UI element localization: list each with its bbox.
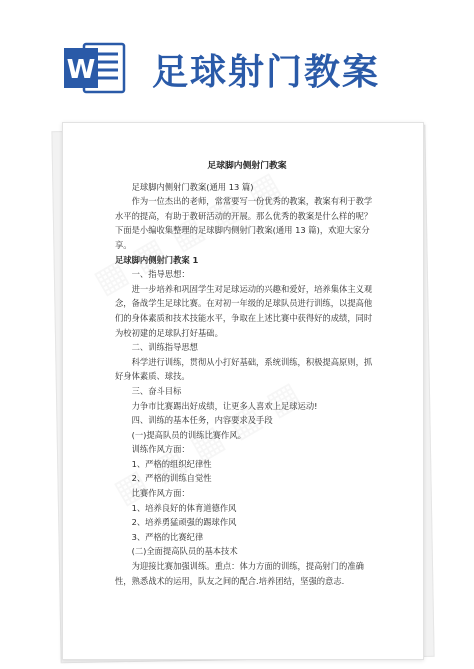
paragraph: 1、培养良好的体育道德作风	[131, 502, 237, 513]
paragraph: 三、奋斗目标	[131, 385, 182, 396]
header-banner	[0, 0, 474, 100]
paragraph-list	[115, 180, 379, 589]
document-body	[115, 159, 379, 588]
paragraph: 比赛作风方面：	[131, 488, 190, 499]
paragraph: (二)全面提高队员的基本技术	[131, 546, 238, 557]
paragraph: 一、指导思想：	[131, 269, 190, 280]
paragraph: (一)提高队员的训练比赛作风。	[131, 429, 246, 440]
paragraph: 3、严格的比赛纪律	[131, 531, 204, 542]
paragraph: 2、培养勇猛顽强的踢球作风	[131, 517, 237, 528]
document-page	[62, 122, 424, 660]
section-heading: 足球脚内侧射门教案 1	[115, 254, 199, 265]
banner-title: 足球射门教案	[152, 52, 381, 93]
paragraph: 进一步培养和巩固学生对足球运动的兴趣和爱好，培养集体主义观念，备战学生足球比赛。在对初一年级的足球队员进行训练，以提高他们的身体素质和技术技能水平，争取在上述比赛中获得好的成绩，同时为校初建的足球队打好基础。	[115, 283, 373, 338]
paragraph: 1、严格的组织纪律性	[131, 458, 212, 469]
word-document-icon	[62, 40, 126, 96]
paragraph: 2、严格的训练自觉性	[131, 473, 212, 484]
paragraph: 为迎接比赛加强训练。重点：体力方面的训练，提高射门的准确性，熟悉战术的运用，队友之间的配合.培养团结，坚强的意志.	[115, 561, 364, 586]
paragraph: 四、训练的基本任务，内容要求及手段	[131, 415, 273, 426]
document-title: 足球脚内侧射门教案	[207, 161, 287, 171]
paragraph: 足球脚内侧射门教案(通用 13 篇)	[131, 181, 254, 192]
paragraph: 二、训练指导思想	[131, 342, 198, 353]
paragraph: 训练作风方面：	[131, 444, 190, 455]
paragraph: 科学进行训练，贯彻从小打好基础，系统训练，积极提高原则，抓好身体素质、球技。	[115, 356, 373, 382]
word-logo-letter: W	[66, 55, 96, 85]
paragraph: 作为一位杰出的老师，常常要写一份优秀的教案，教案有利于教学水平的提高，有助于教研活动的开展。那么优秀的教案是什么样的呢？下面是小编收集整理的足球脚内侧射门教案(通用 13 篇)，欢迎大家分享。	[115, 196, 373, 250]
paragraph: 力争市比赛踢出好成绩，让更多人喜欢上足球运动!	[131, 400, 318, 411]
